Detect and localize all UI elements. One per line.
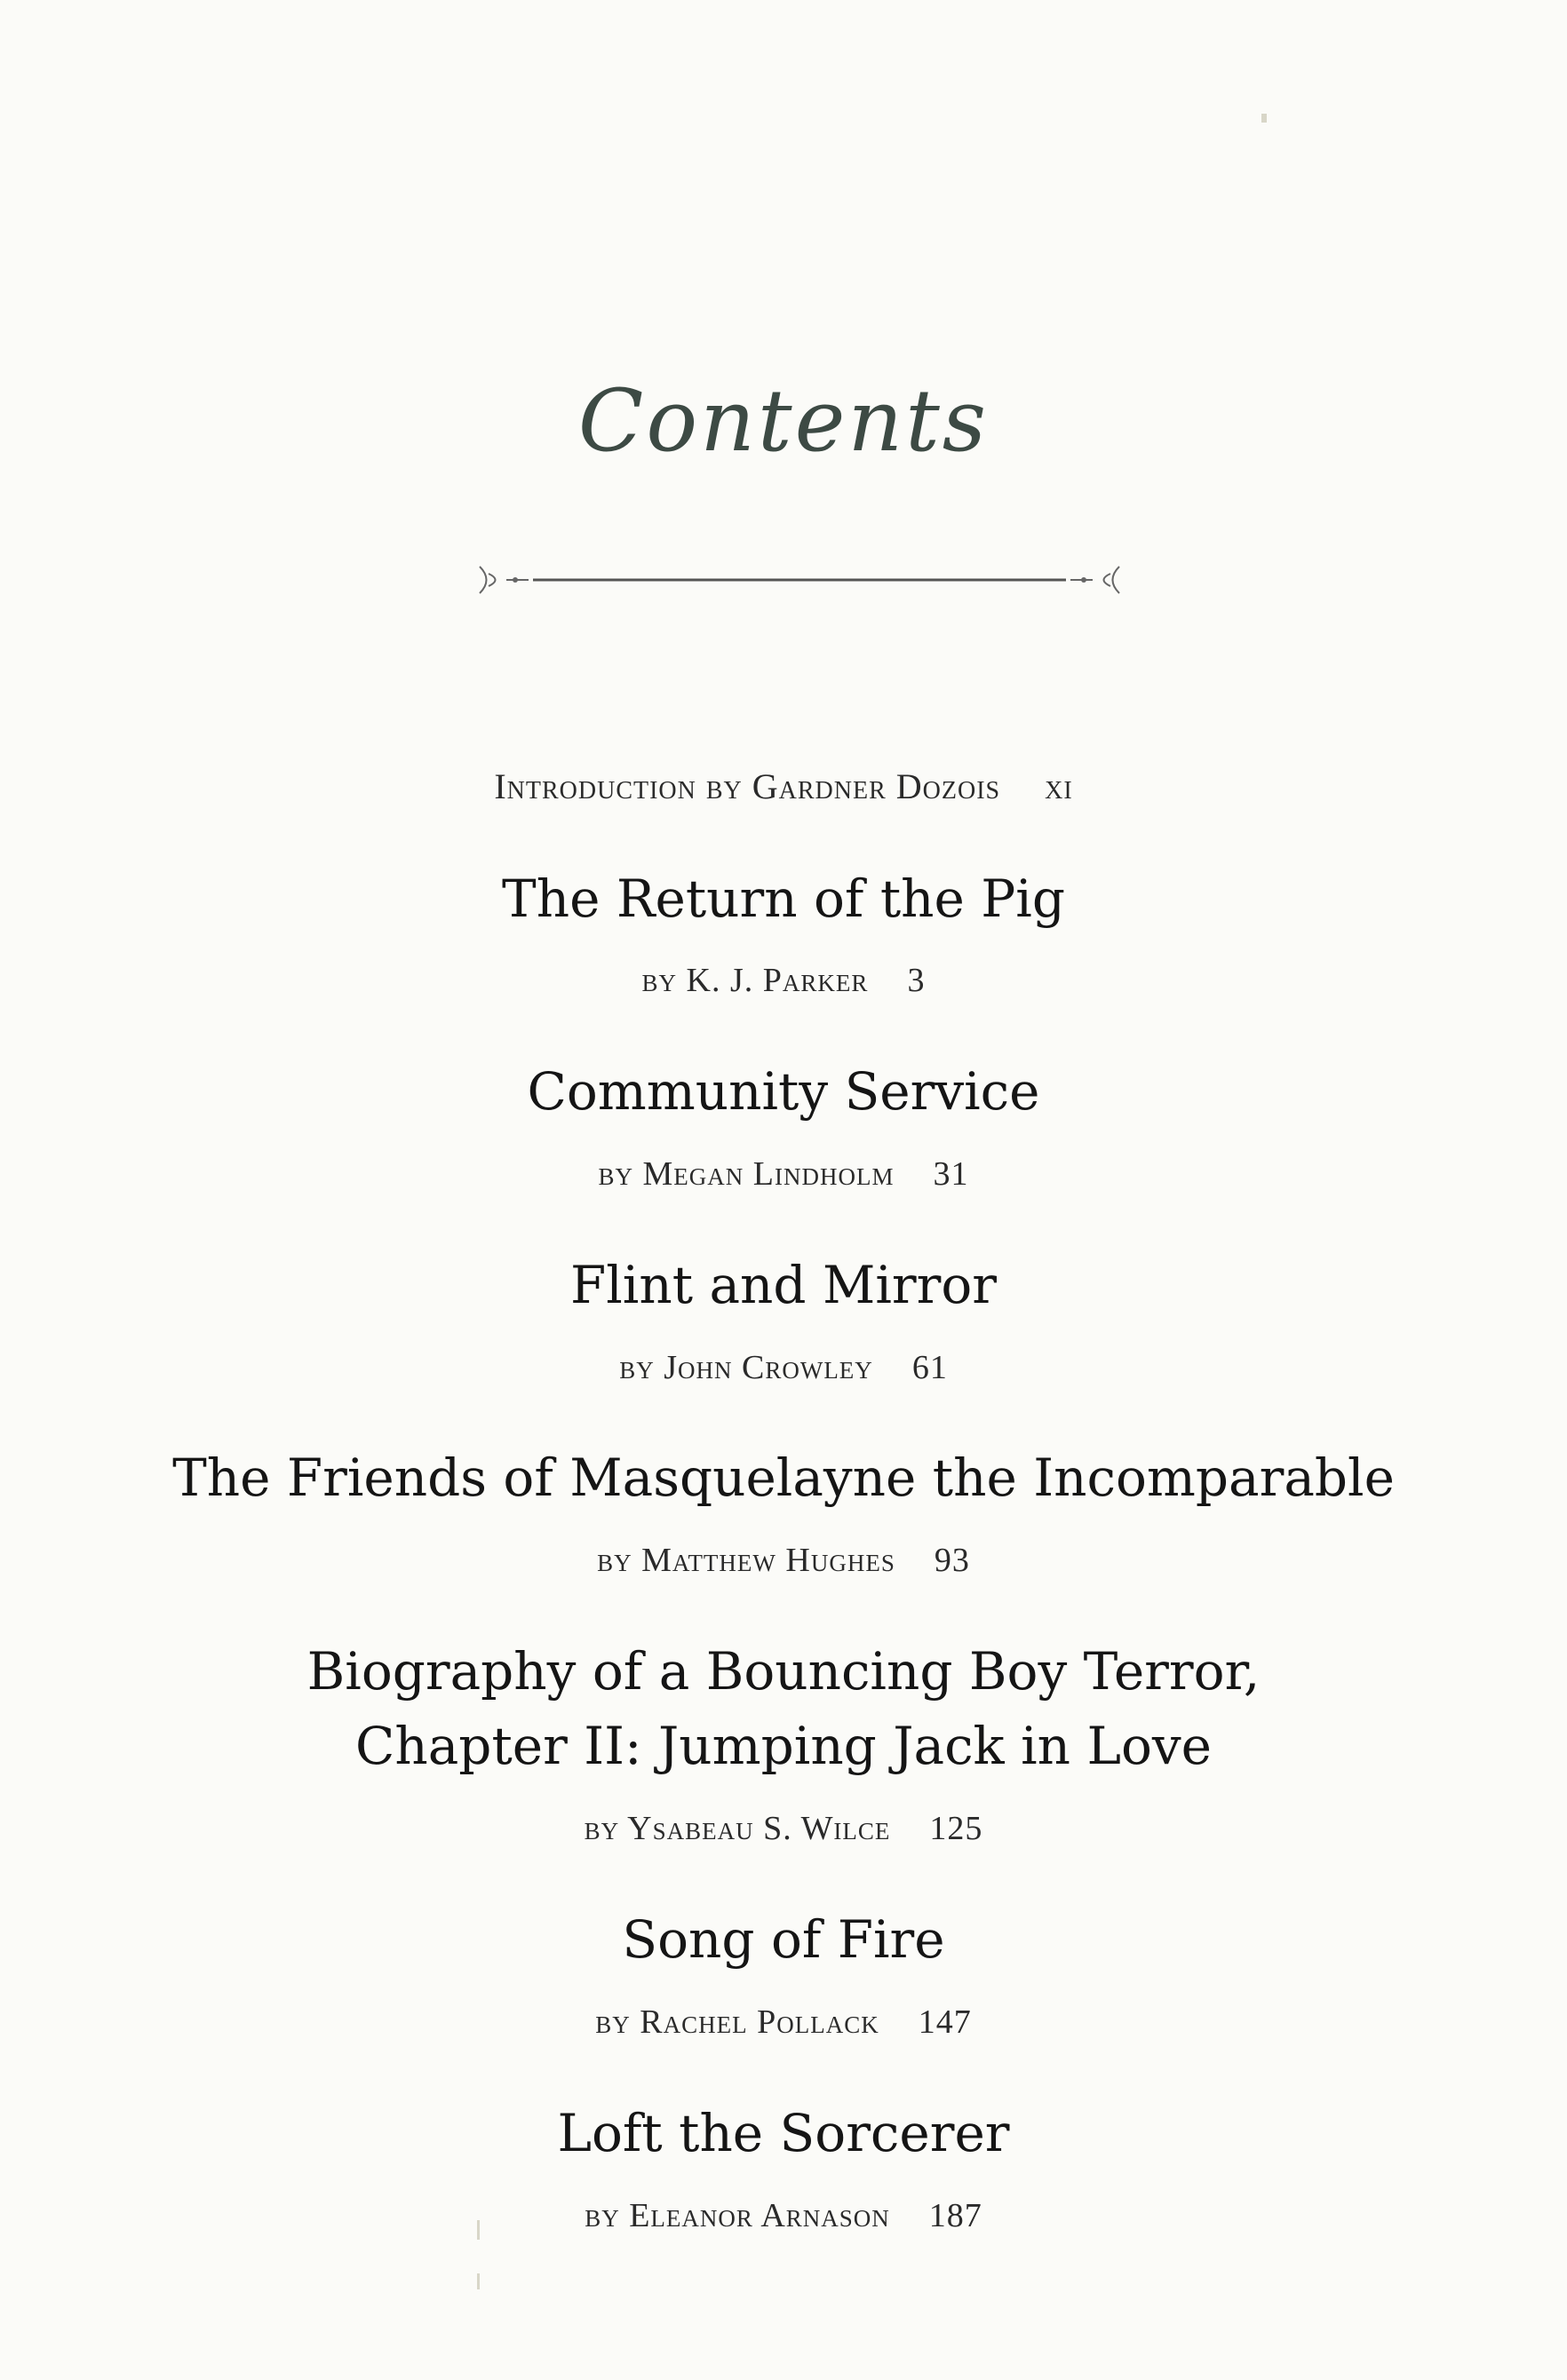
toc-entry-author: by Eleanor Arnason	[585, 2197, 890, 2234]
toc-entry-page-number: 187	[928, 2197, 982, 2234]
paper-speck	[477, 2220, 480, 2240]
page-title: Contents	[577, 371, 990, 471]
toc-entry-byline	[0, 961, 1567, 1000]
toc-entry-author: by Ysabeau S. Wilce	[584, 1810, 891, 1847]
toc-entry-author: by Matthew Hughes	[597, 1542, 895, 1579]
toc-entry-title: Community Service	[527, 1061, 1040, 1122]
toc-entry-author: by Megan Lindholm	[598, 1155, 895, 1193]
toc-entry-title: Flint and Mirror	[570, 1255, 997, 1315]
toc-entry-byline	[0, 1154, 1567, 1194]
toc-entry-page-number: 31	[933, 1155, 969, 1193]
toc-entry-byline	[0, 2003, 1567, 2042]
toc-entry-title: The Return of the Pig	[502, 869, 1065, 929]
toc-entry-title-line2: Chapter II: Jumping Jack in Love	[355, 1716, 1212, 1776]
toc-entry-page-number: 125	[929, 1810, 983, 1847]
toc-entry-page-number: 3	[907, 962, 926, 999]
toc-entry-page-number: 61	[911, 1349, 948, 1386]
toc-entry-author: by K. J. Parker	[641, 962, 869, 999]
toc-entry-author: by John Crowley	[619, 1349, 873, 1386]
toc-entry-page-number: 93	[934, 1542, 970, 1579]
toc-entry-title: Loft the Sorcerer	[557, 2103, 1010, 2163]
toc-entry-byline	[0, 2196, 1567, 2235]
toc-entry-title: The Friends of Masquelayne the Incomparable	[172, 1448, 1395, 1508]
toc-entry-byline	[0, 1348, 1567, 1387]
toc-entry-title: Song of Fire	[622, 1909, 945, 1970]
toc-entry-title: Biography of a Bouncing Boy Terror,	[306, 1641, 1261, 1702]
paper-speck	[1261, 114, 1267, 123]
toc-entry-page-number: 147	[918, 2003, 972, 2041]
paper-speck	[477, 2273, 480, 2289]
introduction-label: Introduction by Gardner Dozois	[494, 766, 1001, 806]
toc-entry-byline	[0, 1809, 1567, 1848]
introduction-page-number: xi	[1045, 766, 1073, 806]
toc-entry-byline	[0, 1541, 1567, 1580]
toc-entry-author: by Rachel Pollack	[595, 2003, 879, 2041]
